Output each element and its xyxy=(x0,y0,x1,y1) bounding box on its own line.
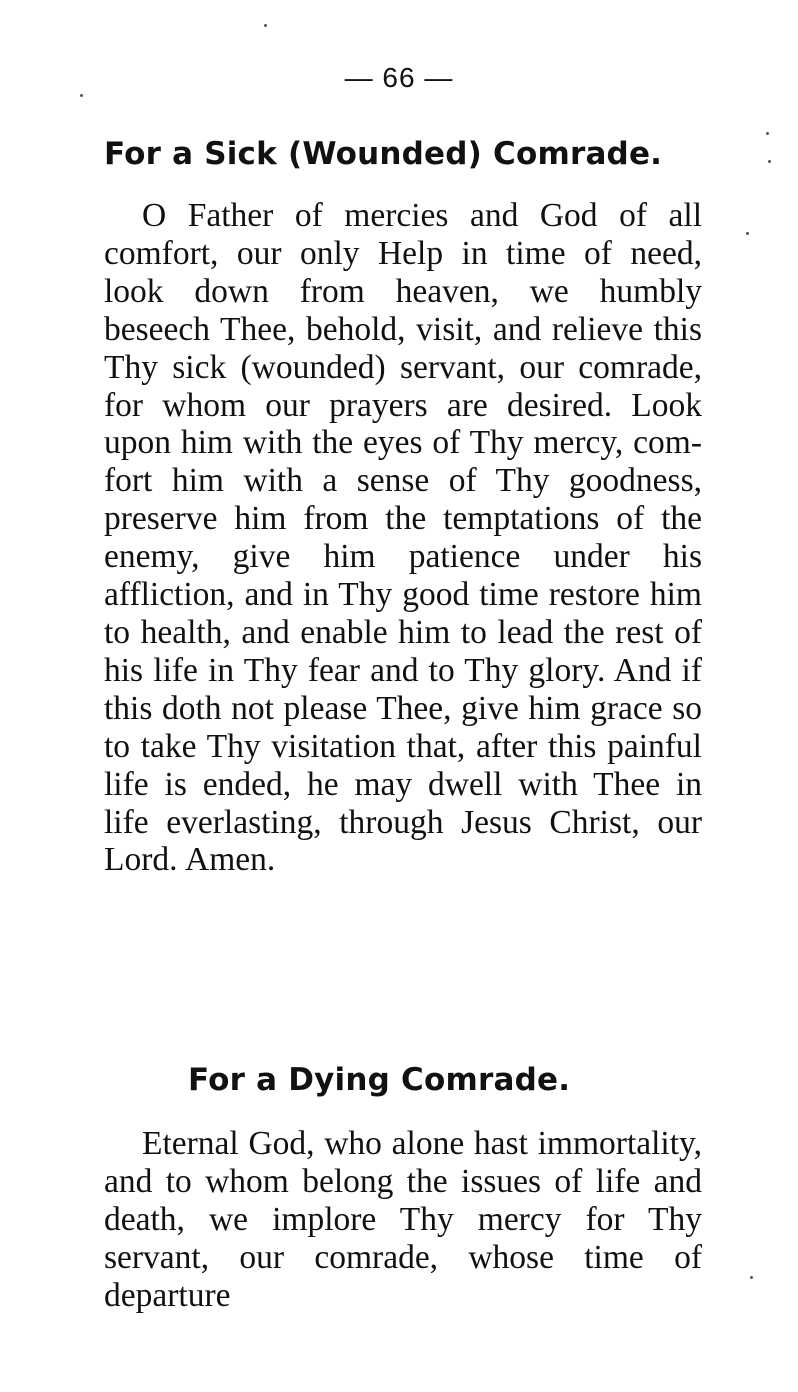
print-speck xyxy=(750,1276,753,1279)
print-speck xyxy=(768,160,771,163)
page-number: — 66 — xyxy=(344,62,454,93)
section-heading-dying-comrade: For a Dying Comrade. xyxy=(188,1062,571,1098)
prayer-text-dying-comrade: Eternal God, who alone hast immortality, and to whom belong the issues of life and death, we implore Thy mercy for Thy servant, our comrade, whose time of departure xyxy=(104,1125,702,1314)
prayer-text-sick-comrade: O Father of mercies and God of all comfort, our only Help in time of need, look down from heaven, we humbly beseech Thee, behold, visit, and relieve this Thy sick (wounded) servant, our comrade, for whom our prayers are desired. Look upon him with the eyes of Thy mercy, comfort him with a sense of Thy goodness, preserve him from the temptations of the enemy, give him patience under his affliction, and in Thy good time restore him to health, and enable him to lead the rest of his life in Thy fear and to Thy glory. And if this doth not please Thee, give him grace so to take Thy visitation that, after this painful life is ended, he may dwell with Thee in life everlasting, through Jesus Christ, our Lord. Amen. xyxy=(104,197,702,879)
print-speck xyxy=(746,232,749,235)
print-speck xyxy=(766,132,769,135)
print-speck xyxy=(264,24,267,27)
section-heading-sick-comrade: For a Sick (Wounded) Comrade. xyxy=(104,136,663,172)
print-speck xyxy=(80,94,83,97)
